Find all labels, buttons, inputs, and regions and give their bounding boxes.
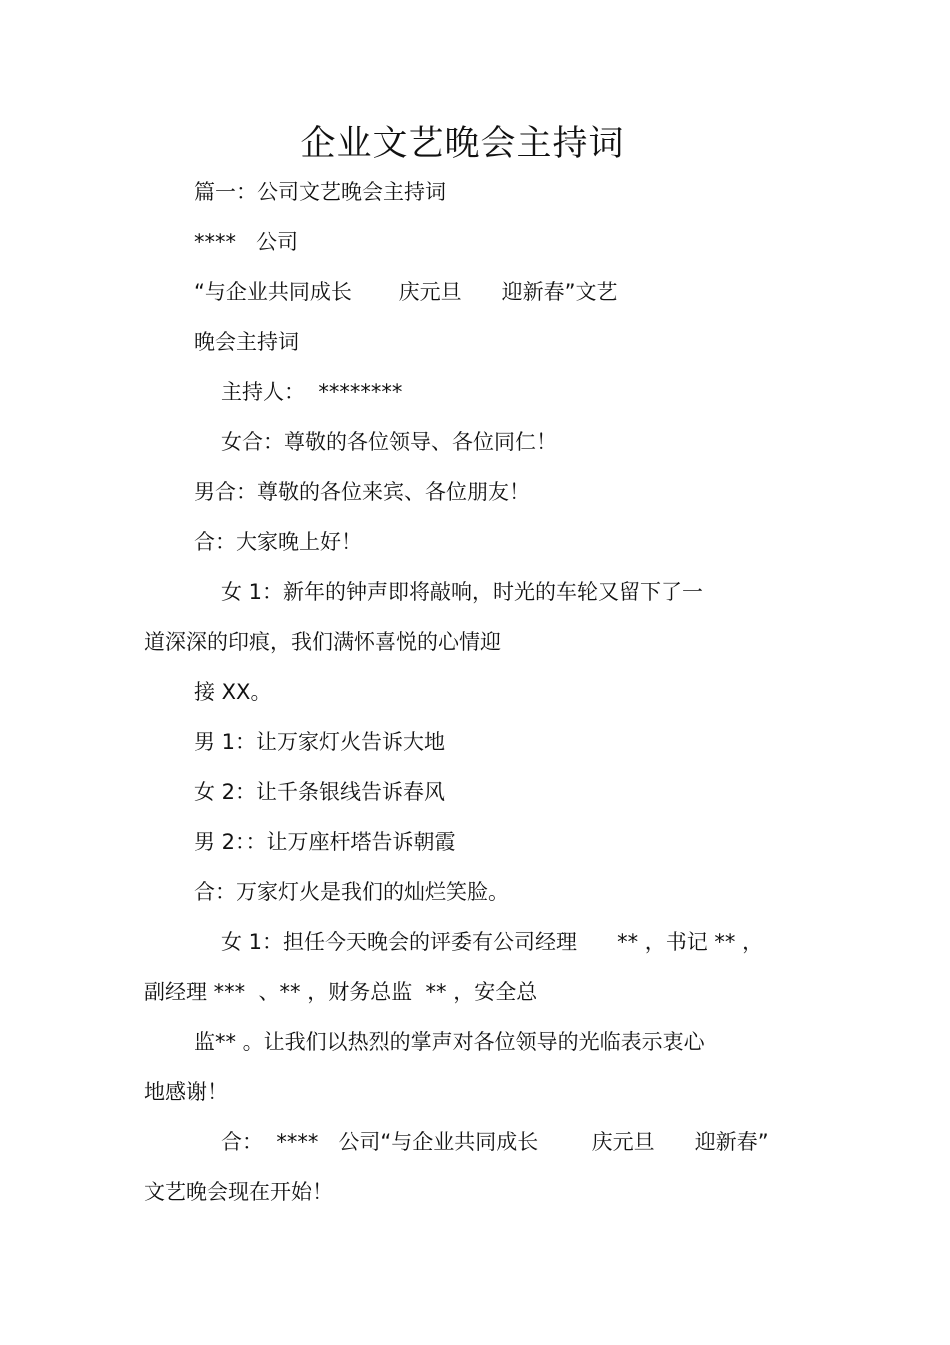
text-line-dialogue: 男 1：让万家灯火告诉大地 — [194, 730, 446, 754]
text-line-host: 主持人： ******** — [221, 380, 403, 404]
text-line-event-title: “与企业共同成长 庆元旦 迎新春”文艺 — [194, 280, 618, 304]
document-title: 企业文艺晚会主持词 — [300, 124, 625, 164]
text-line-dialogue: 女 1：担任今天晚会的评委有公司经理 ** ，书记 ** ， — [221, 930, 764, 954]
text-line-dialogue-cont: 文艺晚会现在开始！ — [144, 1180, 333, 1204]
text-line-dialogue-cont: 接 XX。 — [194, 680, 272, 704]
text-line-dialogue-cont: 监** 。让我们以热烈的掌声对各位领导的光临表示衷心 — [194, 1030, 705, 1054]
text-line-dialogue: 合：大家晚上好！ — [194, 530, 362, 554]
text-line-dialogue: 男合：尊敬的各位来宾、各位朋友！ — [194, 480, 530, 504]
text-line-dialogue: 女合：尊敬的各位领导、各位同仁！ — [221, 430, 557, 454]
text-line-dialogue: 女 1：新年的钟声即将敲响，时光的车轮又留下了一 — [221, 580, 704, 604]
text-line-dialogue: 女 2：让千条银线告诉春风 — [194, 780, 446, 804]
text-line-dialogue-cont: 道深深的印痕，我们满怀喜悦的心情迎 — [144, 630, 501, 654]
text-line-dialogue: 合：万家灯火是我们的灿烂笑脸。 — [194, 880, 509, 904]
text-line-dialogue: 合： **** 公司“与企业共同成长 庆元旦 迎新春” — [221, 1130, 769, 1154]
text-line-dialogue-cont: 地感谢！ — [144, 1080, 228, 1104]
text-line-event-title-cont: 晚会主持词 — [194, 330, 299, 354]
text-line-section-heading: 篇一：公司文艺晚会主持词 — [194, 180, 446, 204]
text-line-dialogue-cont: 副经理 *** 、** ，财务总监 ** ，安全总 — [144, 980, 538, 1004]
text-line-dialogue: 男 2：：让万座杆塔告诉朝霞 — [194, 830, 456, 854]
text-line-company: **** 公司 — [194, 230, 299, 254]
